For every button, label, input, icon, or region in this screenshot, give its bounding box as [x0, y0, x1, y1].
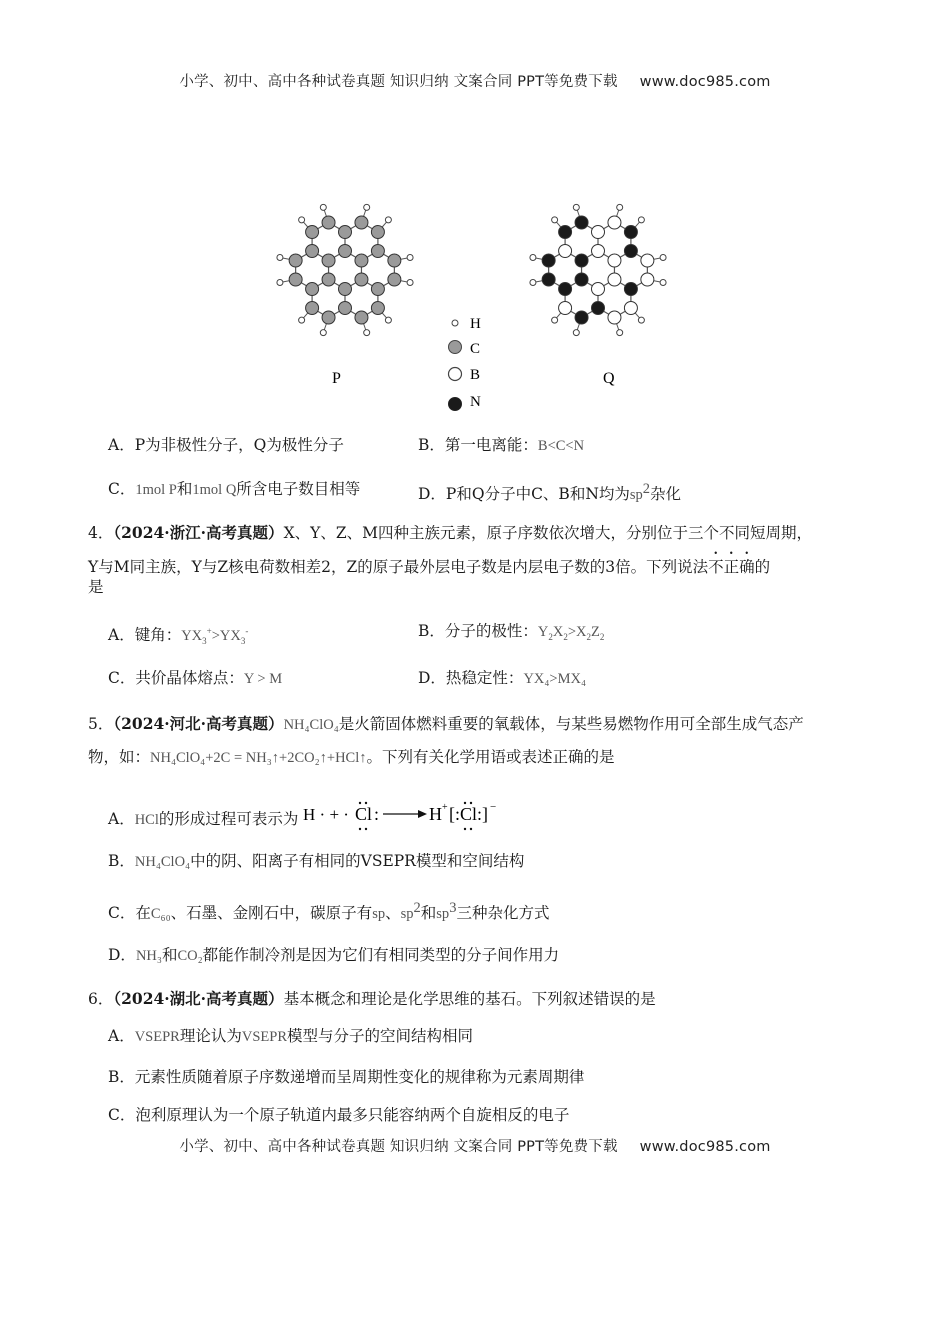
- q6-option-c-text: C．泡利原理认为一个原子轨道内最多只能容纳两个自旋相反的电子: [108, 1106, 570, 1124]
- carbon-atom: [388, 254, 401, 267]
- boron-atom: [608, 311, 621, 324]
- q4-emphasis: 不正确: [708, 558, 755, 576]
- svg-text:Cl: Cl: [355, 804, 373, 824]
- q5-option-c-sp2: sp: [400, 906, 414, 923]
- nitrogen-atom: [559, 282, 572, 295]
- svg-text:H: H: [429, 804, 443, 824]
- hydrogen-atom: [364, 330, 370, 336]
- legend-b-label: B: [470, 367, 481, 383]
- carbon-atom: [322, 254, 335, 267]
- boron-atom: [624, 301, 637, 314]
- molecule-figure: [255, 190, 705, 415]
- q6-number: 6．: [88, 990, 114, 1008]
- nitrogen-atom: [592, 301, 605, 314]
- molecule-diagram: [255, 190, 705, 415]
- molecule-p: [277, 204, 413, 335]
- hydrogen-atom: [660, 254, 666, 260]
- q5-option-a-formula: HCl: [134, 812, 159, 828]
- boron-atom: [608, 216, 621, 229]
- carbon-atom: [306, 301, 319, 314]
- q4-text2a: Y与M同主族，Y与Z核电荷数相差2，Z的原子最外层电子数是内层电子数的3倍。下列说法: [88, 558, 709, 576]
- legend-c-icon: [449, 341, 462, 354]
- q5-option-c-text2: 三种杂化方式: [456, 904, 550, 923]
- q5-option-d-prefix: D．: [108, 946, 136, 964]
- q3-option-d-sup: 2: [642, 481, 651, 497]
- legend-h-label: H: [470, 316, 481, 332]
- q6-option-a-mid: 理论认为: [179, 1027, 242, 1045]
- q3-option-c-mid: 和: [176, 480, 193, 498]
- nitrogen-atom: [624, 226, 637, 239]
- q6-option-a-text: 模型与分子的空间结构相同: [287, 1027, 474, 1045]
- q4-option-d[interactable]: [418, 667, 586, 690]
- q5-line-2: [88, 746, 615, 769]
- q5-option-b-prefix: B．: [108, 852, 135, 870]
- q5-option-a-prefix: A．: [108, 810, 135, 828]
- q5-option-b[interactable]: [108, 850, 524, 873]
- svg-text::: :: [374, 804, 380, 824]
- hydrogen-atom: [552, 217, 558, 223]
- boron-atom: [592, 282, 605, 295]
- q5-option-a-text: 的形成过程可表示为: [158, 810, 299, 828]
- q4-source: （2024·浙江·高考真题）: [113, 523, 284, 542]
- footer-text: 小学、初中、高中各种试卷真题 知识归纳 文案合同 PPT等免费下载: [179, 1139, 618, 1155]
- carbon-atom: [388, 273, 401, 286]
- page-header: [0, 70, 950, 91]
- carbon-atom: [289, 273, 302, 286]
- nitrogen-atom: [575, 273, 588, 286]
- q5-option-d-text: 都能作制冷剂是因为它们有相同类型的分子间作用力: [202, 946, 560, 964]
- q6-option-a[interactable]: [108, 1025, 473, 1048]
- boron-atom: [608, 273, 621, 286]
- carbon-atom: [339, 301, 352, 314]
- q5-option-a[interactable]: [108, 800, 503, 834]
- legend-h-icon: [452, 320, 458, 326]
- q4-option-c-prefix: C．共价晶体熔点：: [108, 669, 244, 687]
- header-text: 小学、初中、高中各种试卷真题 知识归纳 文案合同 PPT等免费下载: [179, 74, 618, 90]
- boron-atom: [559, 245, 572, 258]
- label-p: P: [332, 370, 341, 387]
- carbon-atom: [306, 282, 319, 295]
- hydrogen-atom: [277, 254, 283, 260]
- q4-option-b-formula: $Y_2X_2>X_2Z_2$: [537, 624, 605, 642]
- q5-number: 5．: [88, 715, 114, 733]
- hydrogen-atom: [573, 204, 579, 210]
- boron-atom: [608, 254, 621, 267]
- q3-option-b[interactable]: [418, 434, 584, 457]
- q5-text2a: 物，如：: [88, 748, 151, 766]
- carbon-atom: [371, 282, 384, 295]
- q4-line-2: [88, 549, 770, 578]
- carbon-atom: [306, 245, 319, 258]
- q4-option-c-formula: Y > M: [243, 671, 283, 687]
- carbon-atom: [371, 245, 384, 258]
- q4-number: 4．: [88, 524, 114, 542]
- hydrogen-atom: [364, 204, 370, 210]
- q5-option-c-sup2: 2: [413, 900, 421, 916]
- hydrogen-atom: [385, 217, 391, 223]
- hydrogen-atom: [617, 204, 623, 210]
- q5-option-d-formula2: CO₂: [177, 948, 203, 964]
- q5-option-c-formula: C₆₀: [150, 906, 171, 923]
- q6-option-a-prefix: A．: [108, 1027, 135, 1045]
- q5-source: （2024·河北·高考真题）: [113, 714, 284, 733]
- carbon-atom: [289, 254, 302, 267]
- q5-option-c-text1: 、石墨、金刚石中，碳原子有: [170, 904, 373, 923]
- hydrogen-atom: [638, 317, 644, 323]
- hydrogen-atom: [552, 317, 558, 323]
- carbon-atom: [355, 273, 368, 286]
- q6-option-b[interactable]: [108, 1066, 584, 1088]
- carbon-atom: [371, 226, 384, 239]
- hydrogen-atom: [660, 280, 666, 286]
- q5-option-c-sp: sp: [372, 906, 386, 923]
- page-footer: [0, 1135, 950, 1156]
- hydrogen-atom: [299, 217, 305, 223]
- q5-equation: NH₄ClO₄+2C = NH₃↑+2CO₂↑+HCl↑: [150, 750, 367, 766]
- boron-atom: [641, 254, 654, 267]
- hydrogen-atom: [530, 280, 536, 286]
- boron-atom: [641, 273, 654, 286]
- hydrogen-atom: [407, 280, 413, 286]
- q6-option-a-formula2: VSEPR: [241, 1029, 287, 1045]
- carbon-atom: [355, 216, 368, 229]
- carbon-atom: [371, 301, 384, 314]
- hydrogen-atom: [320, 204, 326, 210]
- q5-option-c[interactable]: [108, 897, 549, 925]
- q4-text2b: 的: [754, 558, 771, 576]
- svg-text:H · + ·: H · + ·: [303, 805, 350, 824]
- q5-option-c-sp3: sp: [436, 906, 450, 923]
- q4-option-d-prefix: D．热稳定性：: [418, 669, 524, 687]
- hydrogen-atom: [277, 280, 283, 286]
- nitrogen-atom: [542, 254, 555, 267]
- legend-b-icon: [449, 368, 462, 381]
- q4-option-a-prefix: A．键角：: [108, 625, 182, 644]
- q5-line-1: [88, 713, 804, 736]
- q3-option-c-formula2: 1mol Q: [192, 482, 237, 498]
- svg-text:−: −: [490, 801, 497, 813]
- q4-option-d-formula: YX₄>MX₄: [523, 671, 587, 687]
- q6-option-a-formula1: VSEPR: [134, 1029, 180, 1045]
- nitrogen-atom: [575, 254, 588, 267]
- q4-text1: X、Y、Z、M四种主族元素，原子序数依次增大，分别位于三个不同短周期，: [283, 524, 812, 542]
- q4-line-1: [88, 522, 812, 544]
- nitrogen-atom: [624, 282, 637, 295]
- label-q: Q: [603, 370, 615, 387]
- q6-source: （2024·湖北·高考真题）: [113, 989, 284, 1008]
- hydrogen-atom: [320, 330, 326, 336]
- q3-option-a-text: A．P为非极性分子，Q为极性分子: [108, 436, 344, 454]
- q3-option-d-sp: sp: [629, 487, 643, 504]
- nitrogen-atom: [559, 226, 572, 239]
- q3-option-c-suffix: 所含电子数目相等: [236, 480, 361, 498]
- hcl-lewis-diagram: [303, 800, 503, 834]
- hydrogen-atom: [573, 330, 579, 336]
- hydrogen-atom: [638, 217, 644, 223]
- q5-option-d-formula1: NH₃: [135, 948, 162, 964]
- q5-option-c-sup3: 3: [449, 900, 457, 916]
- q4-option-a[interactable]: [108, 620, 248, 652]
- q3-option-d[interactable]: [418, 478, 681, 506]
- q5-option-d-and: 和: [161, 946, 178, 964]
- nitrogen-atom: [624, 245, 637, 258]
- hydrogen-atom: [299, 317, 305, 323]
- q5-text1b: 是火箭固体燃料重要的氧载体，与某些易燃物作用可全部生成气态产: [338, 715, 804, 733]
- hydrogen-atom: [407, 254, 413, 260]
- q4-option-c[interactable]: [108, 667, 282, 690]
- carbon-atom: [339, 226, 352, 239]
- q5-option-b-formula: NH₄ClO₄: [134, 854, 191, 870]
- molecule-q: [530, 204, 666, 335]
- carbon-atom: [306, 226, 319, 239]
- q3-option-d-suffix: 杂化: [650, 485, 682, 504]
- q3-option-c[interactable]: [108, 478, 360, 501]
- q3-option-a[interactable]: [108, 434, 344, 456]
- legend-n-icon: [449, 398, 462, 411]
- boron-atom: [592, 245, 605, 258]
- q3-option-d-prefix: D．P和Q分子中C、B和N均为: [418, 485, 630, 504]
- nitrogen-atom: [575, 216, 588, 229]
- legend: [449, 316, 482, 411]
- q4-option-a-formula: $YX_3^+>YX_3^-$: [181, 626, 249, 646]
- q6-line-1: [88, 988, 656, 1010]
- legend-n-label: N: [470, 394, 481, 410]
- carbon-atom: [322, 273, 335, 286]
- q3-option-c-formula1: 1mol P: [135, 482, 177, 498]
- hydrogen-atom: [530, 254, 536, 260]
- carbon-atom: [339, 245, 352, 258]
- q6-text: 基本概念和理论是化学思维的基石。下列叙述错误的是: [283, 990, 656, 1008]
- nitrogen-atom: [575, 311, 588, 324]
- q5-option-c-prefix: C．在: [108, 904, 151, 923]
- q5-option-c-and: 和: [420, 904, 437, 923]
- hydrogen-atom: [385, 317, 391, 323]
- carbon-atom: [355, 311, 368, 324]
- carbon-atom: [322, 311, 335, 324]
- nitrogen-atom: [542, 273, 555, 286]
- legend-c-label: C: [470, 341, 481, 357]
- q3-option-b-formula: B<C<N: [537, 438, 585, 454]
- q5-option-b-text: 中的阴、阳离子有相同的VSEPR模型和空间结构: [190, 852, 525, 870]
- footer-url[interactable]: www.doc985.com: [639, 1139, 771, 1155]
- header-url[interactable]: www.doc985.com: [639, 74, 771, 90]
- q6-option-b-text: B．元素性质随着原子序数递增而呈周期性变化的规律称为元素周期律: [108, 1068, 585, 1086]
- q5-text2b: 。下列有关化学用语或表述正确的是: [366, 748, 615, 766]
- q3-option-b-text: B．第一电离能：: [418, 436, 538, 454]
- q3-option-c-prefix: C．: [108, 480, 136, 498]
- q6-option-c[interactable]: [108, 1104, 569, 1126]
- svg-text:+: +: [442, 802, 448, 813]
- q5-option-c-sep: 、: [385, 904, 401, 923]
- hydrogen-atom: [617, 330, 623, 336]
- svg-text:[:Cl:]: [:Cl:]: [449, 804, 489, 824]
- carbon-atom: [355, 254, 368, 267]
- boron-atom: [592, 226, 605, 239]
- boron-atom: [559, 301, 572, 314]
- carbon-atom: [339, 282, 352, 295]
- carbon-atom: [322, 216, 335, 229]
- q4-line-3: 是: [88, 578, 104, 596]
- q4-option-b-prefix: B．分子的极性：: [418, 622, 538, 640]
- q5-formula1: NH₄ClO₄: [283, 717, 339, 733]
- q5-option-d[interactable]: [108, 944, 559, 967]
- q4-option-b[interactable]: [418, 620, 604, 648]
